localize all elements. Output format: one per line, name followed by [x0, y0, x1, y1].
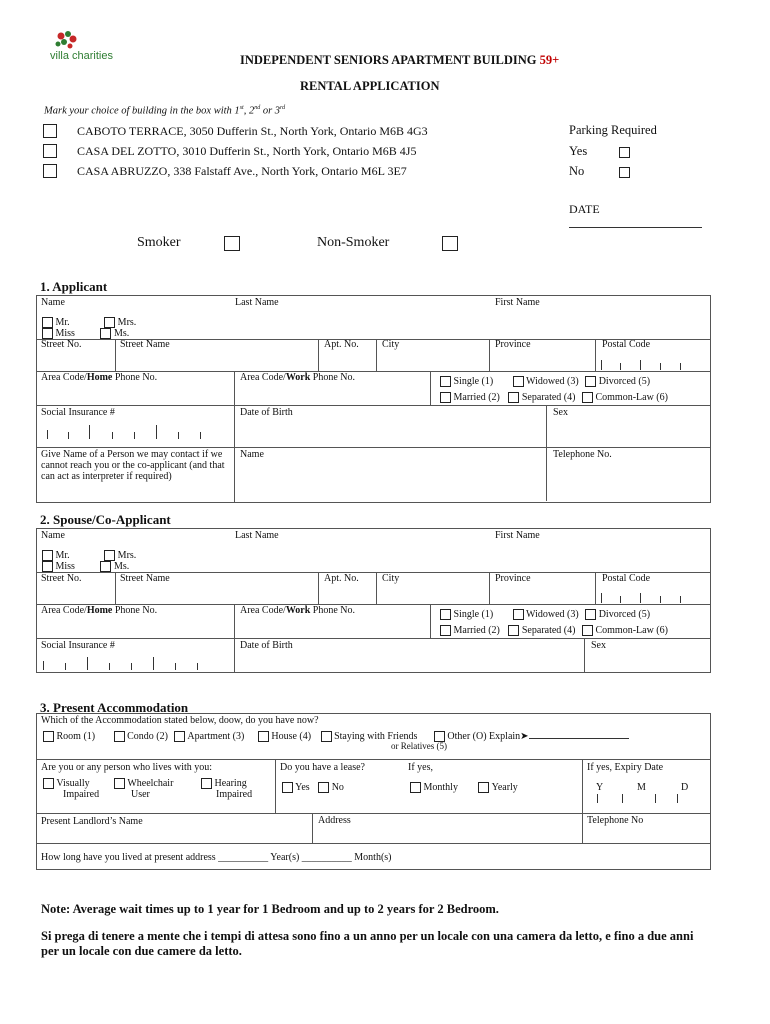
- parking-yes-checkbox[interactable]: [619, 147, 630, 158]
- expiry-d: D: [681, 782, 689, 793]
- building-1-label: CABOTO TERRACE, 3050 Dufferin St., North York, Ontario M6B 4G3: [77, 124, 428, 138]
- mr-checkbox[interactable]: [42, 317, 53, 328]
- applicant-home-phone-label: Area Code/Home Phone No.: [41, 372, 158, 383]
- expiry-y: Y: [596, 782, 604, 793]
- spouse-dob-label: Date of Birth: [240, 640, 293, 651]
- spouse-separated-checkbox[interactable]: [508, 625, 519, 636]
- ms-checkbox[interactable]: [100, 328, 111, 339]
- spouse-table: [36, 528, 711, 673]
- spouse-apt-label: Apt. No.: [324, 573, 359, 584]
- accommodation-question: Which of the Accommodation stated below, doow, do you have now?: [41, 715, 319, 726]
- contact-name-label: Name: [240, 449, 264, 460]
- parking-yes-label: Yes: [569, 144, 588, 158]
- spouse-heading: 2. Spouse/Co-Applicant: [40, 512, 171, 527]
- building-2-label: CASA DEL ZOTTO, 3010 Dufferin St., North York, Ontario M6B 4J5: [77, 144, 417, 158]
- page-subtitle: RENTAL APPLICATION: [300, 79, 440, 93]
- logo: [50, 30, 140, 64]
- separated-checkbox[interactable]: [508, 392, 519, 403]
- hearing-option: Hearing Impaired: [201, 778, 252, 800]
- visually-impaired-option: Visually Impaired: [43, 778, 99, 800]
- spouse-single-checkbox[interactable]: [440, 609, 451, 620]
- applicant-street-name-label: Street Name: [120, 339, 170, 350]
- applicant-first-name-label: First Name: [495, 297, 540, 308]
- applicant-province-label: Province: [495, 339, 531, 350]
- landlord-address-label: Address: [318, 815, 351, 826]
- logo-text: villa charities: [50, 50, 113, 62]
- yearly-checkbox[interactable]: [478, 782, 489, 793]
- relatives-label: or Relatives (5): [391, 741, 447, 751]
- note-english: Note: Average wait times up to 1 year for 1 Bedroom and up to 2 years for 2 Bedroom.: [41, 902, 499, 916]
- spouse-city-label: City: [382, 573, 400, 584]
- applicant-name-label: Name: [41, 297, 65, 308]
- accommodation-heading: 3. Present Accommodation: [40, 700, 189, 715]
- applicant-apt-label: Apt. No.: [324, 339, 359, 350]
- spouse-sin-label: Social Insurance #: [41, 640, 115, 651]
- applicant-work-phone-label: Area Code/Work Phone No.: [240, 372, 356, 383]
- lease-question: Do you have a lease?: [280, 762, 365, 773]
- wheelchair-option: Wheelchair User: [114, 778, 173, 800]
- staying-checkbox[interactable]: [321, 731, 332, 742]
- contact-telephone-label: Telephone No.: [553, 449, 612, 460]
- parking-title: Parking Required: [569, 123, 657, 137]
- lease-no-checkbox[interactable]: [318, 782, 329, 793]
- expiry-label: If yes, Expiry Date: [587, 762, 664, 773]
- single-checkbox[interactable]: [440, 376, 451, 387]
- spouse-ms-checkbox[interactable]: [100, 561, 111, 572]
- condo-checkbox[interactable]: [114, 731, 125, 742]
- landlord-telephone-label: Telephone No: [587, 815, 644, 826]
- miss-checkbox[interactable]: [42, 328, 53, 339]
- logo-icon: [53, 30, 79, 52]
- title-age: 59+: [539, 53, 560, 67]
- wheelchair-checkbox[interactable]: [114, 778, 125, 789]
- spouse-last-name-label: Last Name: [235, 530, 279, 541]
- visually-impaired-checkbox[interactable]: [43, 778, 54, 789]
- non-smoker-label: Non-Smoker: [317, 235, 390, 250]
- spouse-sex-label: Sex: [591, 640, 606, 651]
- applicant-last-name-label: Last Name: [235, 297, 279, 308]
- spouse-title-options: Mr. Mrs. Miss Ms.: [42, 550, 136, 572]
- applicant-dob-label: Date of Birth: [240, 407, 293, 418]
- building-1-checkbox[interactable]: [43, 124, 57, 138]
- lease-yes-checkbox[interactable]: [282, 782, 293, 793]
- room-checkbox[interactable]: [43, 731, 54, 742]
- spouse-home-phone-label: Area Code/Home Phone No.: [41, 605, 158, 616]
- building-3-label: CASA ABRUZZO, 338 Falstaff Ave., North York, Ontario M6L 3E7: [77, 164, 407, 178]
- spouse-mr-checkbox[interactable]: [42, 550, 53, 561]
- building-2-checkbox[interactable]: [43, 144, 57, 158]
- spouse-first-name-label: First Name: [495, 530, 540, 541]
- spouse-married-checkbox[interactable]: [440, 625, 451, 636]
- parking-no-label: No: [569, 164, 585, 178]
- lease-options: Yes No: [282, 782, 344, 793]
- spouse-miss-checkbox[interactable]: [42, 561, 53, 572]
- house-checkbox[interactable]: [258, 731, 269, 742]
- contact-note: Give Name of a Person we may contact if we cannot reach you or the co-applicant (and that can act as interpreter if required): [41, 449, 225, 482]
- spouse-mrs-checkbox[interactable]: [104, 550, 115, 561]
- non-smoker-checkbox[interactable]: [442, 236, 458, 251]
- married-checkbox[interactable]: [440, 392, 451, 403]
- spouse-street-no-label: Street No.: [41, 573, 82, 584]
- monthly-checkbox[interactable]: [410, 782, 421, 793]
- smoker-label: Smoker: [137, 235, 181, 250]
- building-3-checkbox[interactable]: [43, 164, 57, 178]
- if-yes-label: If yes,: [408, 762, 433, 773]
- common-law-checkbox[interactable]: [582, 392, 593, 403]
- spouse-marital-options: Single (1) Widowed (3) Divorced (5) Married (2) Separated (4) Common-Law (6): [440, 607, 668, 639]
- spouse-widowed-checkbox[interactable]: [513, 609, 524, 620]
- divorced-checkbox[interactable]: [585, 376, 596, 387]
- note-italian: Si prega di tenere a mente che i tempi di attesa sono fino a un anno per un locale con una camera da letto, e fino a due anni per un locale con due camere da letto.: [41, 929, 694, 958]
- expiry-m: M: [637, 782, 646, 793]
- applicant-heading: 1. Applicant: [40, 279, 108, 294]
- spouse-name-label: Name: [41, 530, 65, 541]
- spouse-province-label: Province: [495, 573, 531, 584]
- building-instruction: Mark your choice of building in the box with 1st, 2nd or 3rd: [44, 105, 286, 117]
- applicant-sex-label: Sex: [553, 407, 568, 418]
- page-title: [240, 53, 559, 68]
- smoker-checkbox[interactable]: [224, 236, 240, 251]
- applicant-marital-options: Single (1) Widowed (3) Divorced (5) Married (2) Separated (4) Common-Law (6): [440, 374, 668, 406]
- mrs-checkbox[interactable]: [104, 317, 115, 328]
- spouse-postal-label: Postal Code: [602, 573, 651, 584]
- applicant-street-no-label: Street No.: [41, 339, 82, 350]
- spouse-street-name-label: Street Name: [120, 573, 170, 584]
- applicant-postal-label: Postal Code: [602, 339, 651, 350]
- title-main: INDEPENDENT SENIORS APARTMENT BUILDING: [240, 53, 540, 67]
- disability-question: Are you or any person who lives with you:: [41, 762, 213, 773]
- applicant-sin-label: Social Insurance #: [41, 407, 115, 418]
- parking-no-checkbox[interactable]: [619, 167, 630, 178]
- applicant-title-options: Mr. Mrs. Miss Ms.: [42, 317, 136, 339]
- date-field[interactable]: [569, 227, 702, 228]
- spouse-common-law-checkbox[interactable]: [582, 625, 593, 636]
- apartment-checkbox[interactable]: [174, 731, 185, 742]
- lease-term-options: Monthly Yearly: [410, 782, 518, 793]
- accommodation-options: Room (1) Condo (2) Apartment (3) House (4) Staying with Friends Other (O) Explain➤: [43, 731, 629, 742]
- hearing-checkbox[interactable]: [201, 778, 212, 789]
- landlord-label: Present Landlord’s Name: [41, 816, 143, 827]
- applicant-city-label: City: [382, 339, 400, 350]
- how-long-label: How long have you lived at present address __________ Year(s) __________ Month(s): [41, 852, 392, 863]
- widowed-checkbox[interactable]: [513, 376, 524, 387]
- date-label: DATE: [569, 202, 600, 216]
- spouse-divorced-checkbox[interactable]: [585, 609, 596, 620]
- spouse-work-phone-label: Area Code/Work Phone No.: [240, 605, 356, 616]
